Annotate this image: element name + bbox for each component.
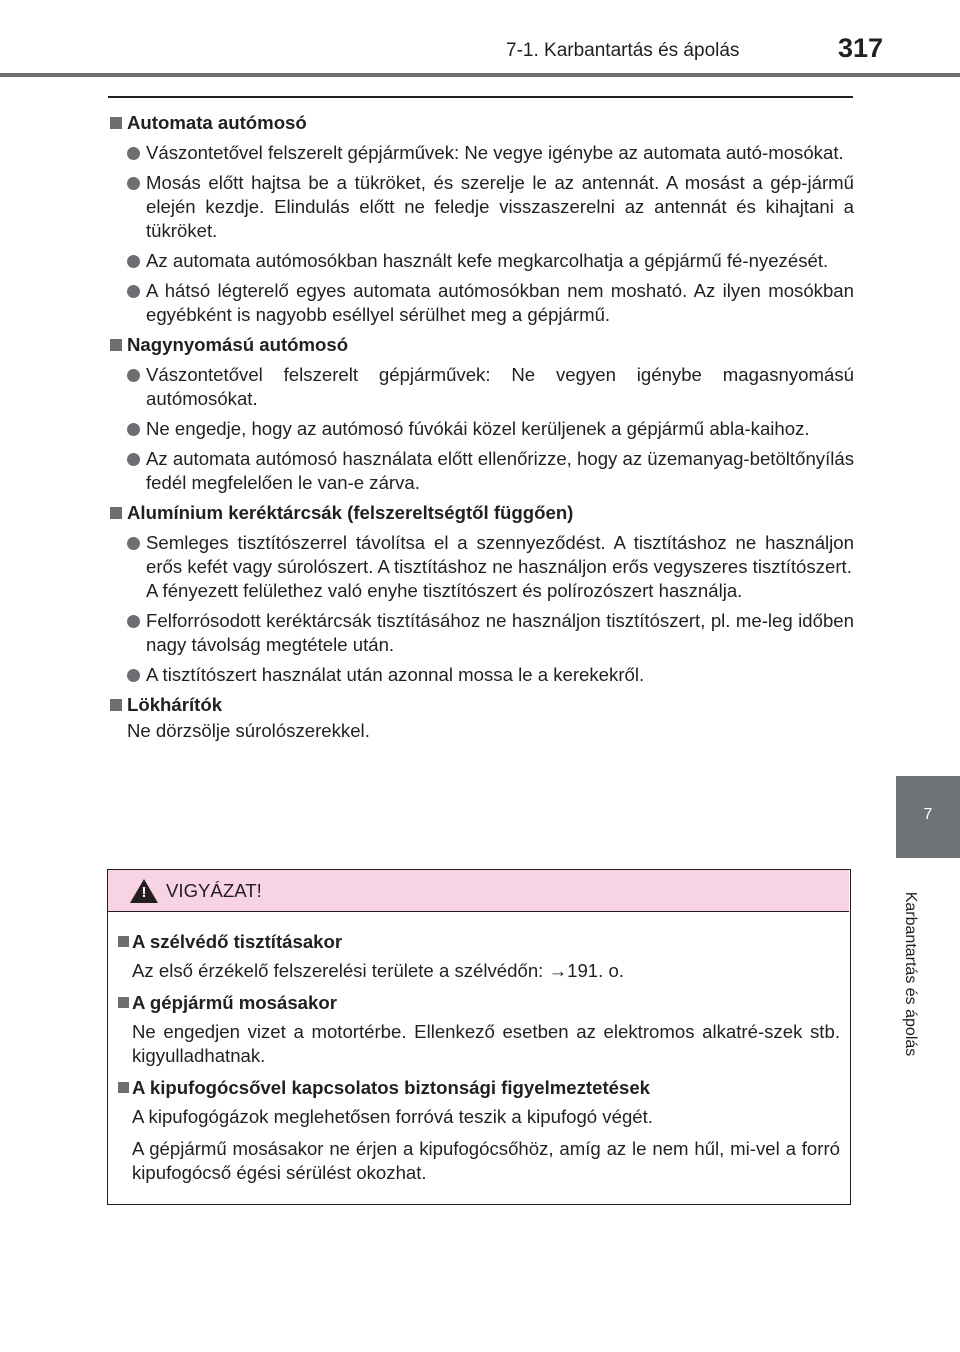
chapter-number: 7 (923, 806, 933, 823)
list-item: Az automata autómosókban használt kefe megkarcolhatja a gépjármű fé-nyezését. (108, 249, 854, 273)
list-item: Felforrósodott keréktárcsák tisztításához ne használjon tisztítószert, pl. me-leg időben nagy távolság megtétele után. (108, 609, 854, 657)
warning-paragraph: A gépjármű mosásakor ne érjen a kipufogócsőhöz, amíg az le nem hűl, mi-vel a forró kipufogócső égési sérülést okozhat. (132, 1138, 840, 1183)
page-number: 317 (838, 33, 884, 63)
chapter-label-vertical (897, 870, 923, 1080)
main-content (108, 107, 854, 743)
section-title: Lökhárítók (108, 693, 854, 717)
section-title: Automata autómosó (108, 111, 854, 135)
bullet-icon (127, 255, 140, 268)
bullet-icon (127, 423, 140, 436)
warning-paragraph: Ne engedjen vizet a motortérbe. Ellenkező esetben az elektromos alkatré-szek stb. kigyulladhatnak. (132, 1021, 840, 1066)
content-top-rule (108, 96, 853, 98)
warning-item-title: A szélvédő tisztításakor (118, 930, 840, 954)
warning-item-title: A gépjármű mosásakor (118, 991, 840, 1015)
list-item: A hátsó légterelő egyes automata autómosókban nem mosható. Az ilyen mosókban egyébként is nagyobb eséllyel sérülhet meg a gépjármű. (108, 279, 854, 327)
bullet-icon (127, 369, 140, 382)
warning-paragraph: A kipufogógázok meglehetősen forróvá teszik a kipufogó végét. (132, 1106, 653, 1127)
warning-item-title: A kipufogócsővel kapcsolatos biztonsági figyelmeztetések (118, 1076, 840, 1100)
bullet-icon (127, 669, 140, 682)
warning-title: VIGYÁZAT! (166, 880, 262, 901)
chapter-tab (896, 776, 960, 858)
list-item: Az automata autómosó használata előtt ellenőrizze, hogy az üzemanyag-betöltőnyílás fedél megfelelően le van-e zárva. (108, 447, 854, 495)
bullet-icon (127, 285, 140, 298)
warning-body (118, 926, 840, 1185)
list-item: Vászontetővel felszerelt gépjárművek: Ne vegye igénybe az automata autó-mosókat. (108, 141, 854, 165)
chapter-label: Karbantartás és ápolás (902, 891, 919, 1057)
bullet-icon (127, 177, 140, 190)
section-title: Alumínium keréktárcsák (felszereltségtől függően) (108, 501, 854, 525)
header-section-title: 7-1. Karbantartás és ápolás (506, 40, 740, 61)
page-header (0, 0, 960, 77)
list-item: Vászontetővel felszerelt gépjárművek: Ne vegyen igénybe magasnyomású autómosókat. (108, 363, 854, 411)
warning-paragraph: Az első érzékelő felszerelési területe a szélvédőn: →191. o. (132, 960, 624, 981)
warning-header (108, 870, 849, 912)
warning-exclamation-icon: ! (141, 884, 147, 901)
section-text: Ne dörzsölje súrolószerekkel. (127, 720, 370, 741)
warning-box (107, 869, 851, 1205)
list-item: A tisztítószert használat után azonnal mossa le a kerekekről. (108, 663, 854, 687)
list-item: Mosás előtt hajtsa be a tükröket, és szerelje le az antennát. A mosást a gép-jármű elején kezdje. Elindulás előtt ne feledje visszaszerelni az antennát és kihajtani a tükröket. (108, 171, 854, 243)
list-item: Semleges tisztítószerrel távolítsa el a szennyeződést. A tisztításhoz ne használjon erős kefét vagy súrolószert. A tisztításhoz ne használjon erős vegyszeres tisztítószert. A fényezett felülethez való enyhe tisztítószert és polírozószert használja. (108, 531, 854, 603)
bullet-icon (127, 615, 140, 628)
bullet-icon (127, 453, 140, 466)
section-title: Nagynyomású autómosó (108, 333, 854, 357)
bullet-icon (127, 147, 140, 160)
header-rule (0, 73, 960, 77)
bullet-icon (127, 537, 140, 550)
list-item: Ne engedje, hogy az autómosó fúvókái közel kerüljenek a gépjármű abla-kaihoz. (108, 417, 854, 441)
